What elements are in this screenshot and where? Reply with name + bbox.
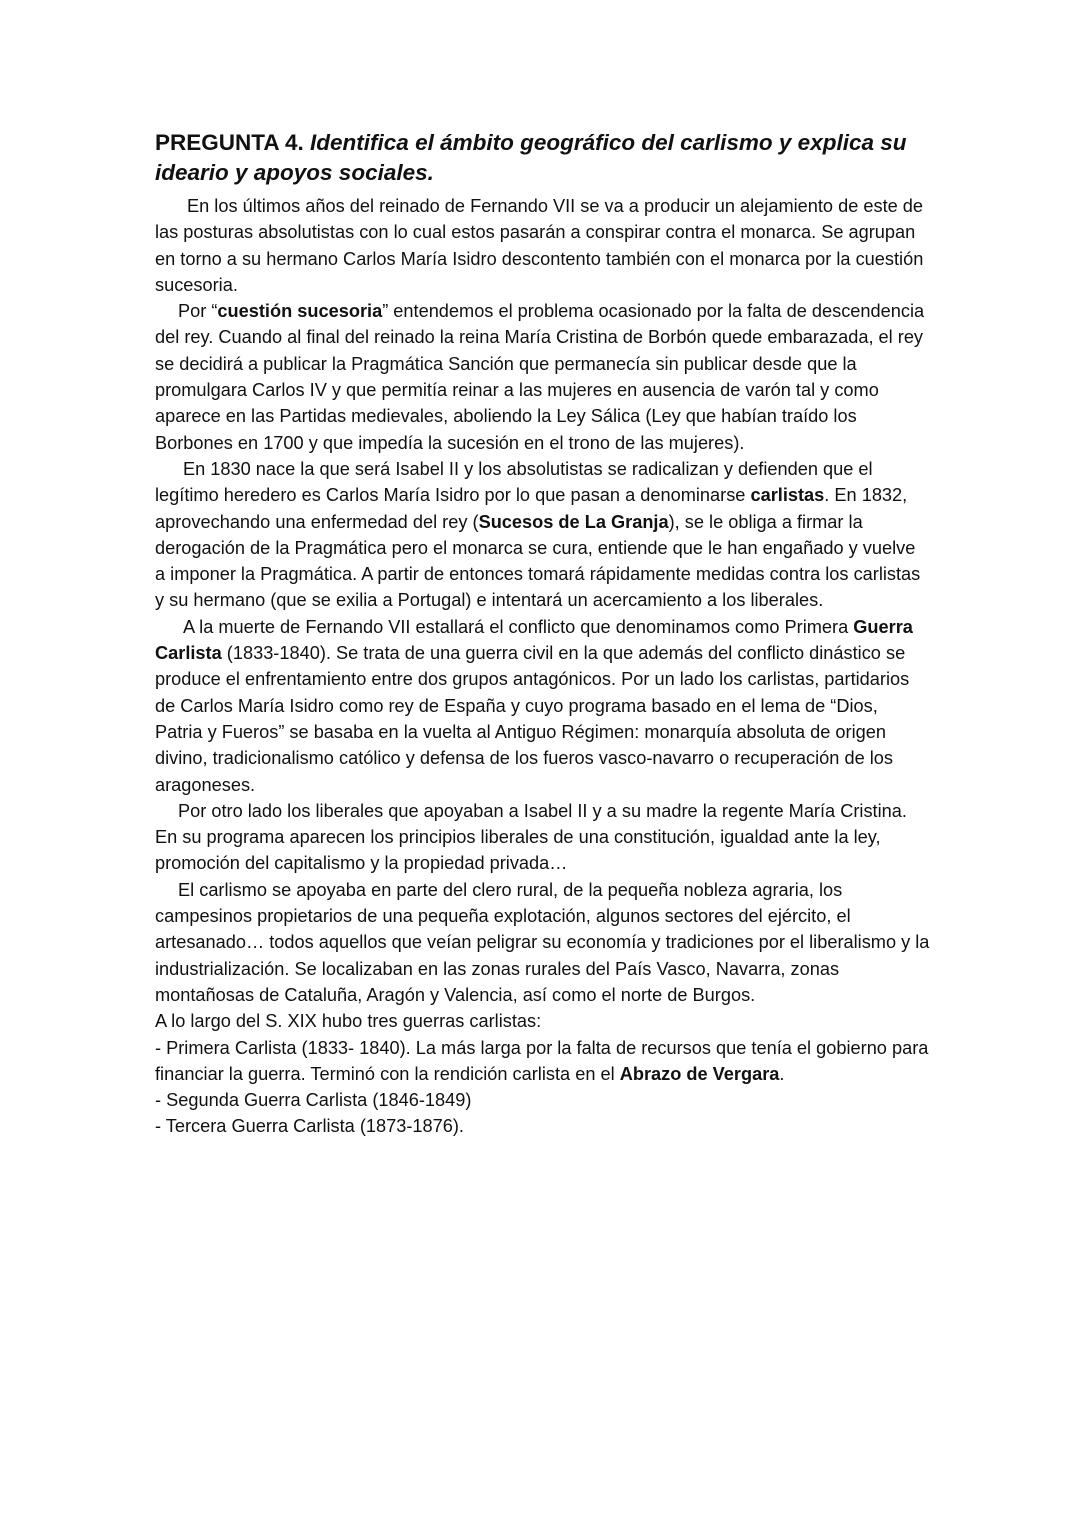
paragraph-2-text-c: ” entendemos el problema ocasionado por la falta de descendencia del rey. Cuando al final del reinado la reina María Cristina de Borbón quede embarazada, el rey se decidirá a publicar la Pragmática Sanción que permanecía sin publicar desde que la promulgara Carlos IV y que permitía reinar a las mujeres en ausencia de varón tal y como aparece en las Partidas medievales, aboliendo la Ley Sálica (Ley que habían traído los Borbones en 1700 y que impedía la sucesión en el trono de las mujeres). (155, 301, 925, 453)
list-item-3: - Tercera Guerra Carlista (1873-1876). (155, 1116, 464, 1137)
paragraph-2-bold-term: cuestión sucesoria (217, 301, 383, 322)
paragraph-3-text-a: En 1830 nace la que será Isabel II y los absolutistas se radicalizan y defienden que el legítimo heredero es Carlos María Isidro por lo que pasan a denominarse (155, 458, 873, 506)
paragraph-3 (155, 456, 930, 614)
list-item-1-bold-vergara: Abrazo de Vergara (619, 1063, 780, 1084)
paragraph-4-text-a: A la muerte de Fernando VII estallará el conflicto que denominamos como Primera (183, 616, 854, 637)
paragraph-4 (155, 614, 930, 798)
paragraph-2-text-a: Por “ (178, 301, 218, 322)
paragraph-3-bold-granja: Sucesos de La Granja (478, 511, 669, 532)
paragraph-7: A lo largo del S. XIX hubo tres guerras carlistas: (155, 1011, 542, 1032)
question-label: PREGUNTA 4. (155, 130, 304, 155)
paragraph-4-text-c: (1833-1840). Se trata de una guerra civil en la que además del conflicto dinástico se produce el enfrentamiento entre dos grupos antagónicos. Por un lado los carlistas, partidarios de Carlos María Isidro como rey de España y cuyo programa basado en el lema de “Dios, Patria y Fueros” se basaba en la vuelta al Antiguo Régimen: monarquía absoluta de origen divino, tradicionalismo católico y defensa de los fueros vasco-navarro o recuperación de los aragoneses. (155, 643, 910, 795)
paragraph-6: El carlismo se apoyaba en parte del clero rural, de la pequeña nobleza agraria, los campesinos propietarios de una pequeña explotación, algunos sectores del ejército, el artesanado… todos aquellos que veían peligrar su economía y tradiciones por el liberalismo y la industrialización. Se localizaban en las zonas rurales del País Vasco, Navarra, zonas montañosas de Cataluña, Aragón y Valencia, así como el norte de Burgos. (155, 879, 930, 1005)
paragraph-5: Por otro lado los liberales que apoyaban a Isabel II y a su madre la regente María Cristina. En su programa aparecen los principios liberales de una constitución, igualdad ante la ley, promoción del capitalismo y la propiedad privada… (155, 800, 907, 874)
list-item-2: - Segunda Guerra Carlista (1846-1849) (155, 1090, 472, 1111)
question-text: Identifica el ámbito geográfico del carlismo y explica su ideario y apoyos sociales. (155, 130, 907, 185)
paragraph-2 (155, 298, 930, 456)
document-page (155, 128, 930, 1140)
list-item-1-text-a: - Primera Carlista (1833- 1840). La más larga por la falta de recursos que tenía el gobierno para financiar la guerra. Terminó con la rendición carlista en el (155, 1037, 929, 1084)
paragraph-4-bold-guerra: Guerra Carlista (155, 616, 913, 664)
paragraph-3-text-e: ), se le obliga a firmar la derogación de la Pragmática pero el monarca se cura, entiende que le han engañado y vuelve a imponer la Pragmática. A partir de entonces tomará rápidamente medidas contra los carlistas y su hermano (que se exilia a Portugal) e intentará un acercamiento a los liberales. (155, 511, 921, 611)
list-item-1-text-c: . (779, 1063, 785, 1084)
paragraph-1: En los últimos años del reinado de Fernando VII se va a producir un alejamiento de este de las posturas absolutistas con lo cual estos pasarán a conspirar contra el monarca. Se agrupan en torno a su hermano Carlos María Isidro descontento también con el monarca por la cuestión sucesoria. (155, 196, 924, 295)
list-item-1 (155, 1035, 930, 1088)
paragraph-3-text-c: . En 1832, aprovechando una enfermedad del rey ( (155, 485, 908, 532)
question-heading (155, 128, 930, 188)
paragraph-3-bold-carlistas: carlistas (750, 485, 825, 506)
